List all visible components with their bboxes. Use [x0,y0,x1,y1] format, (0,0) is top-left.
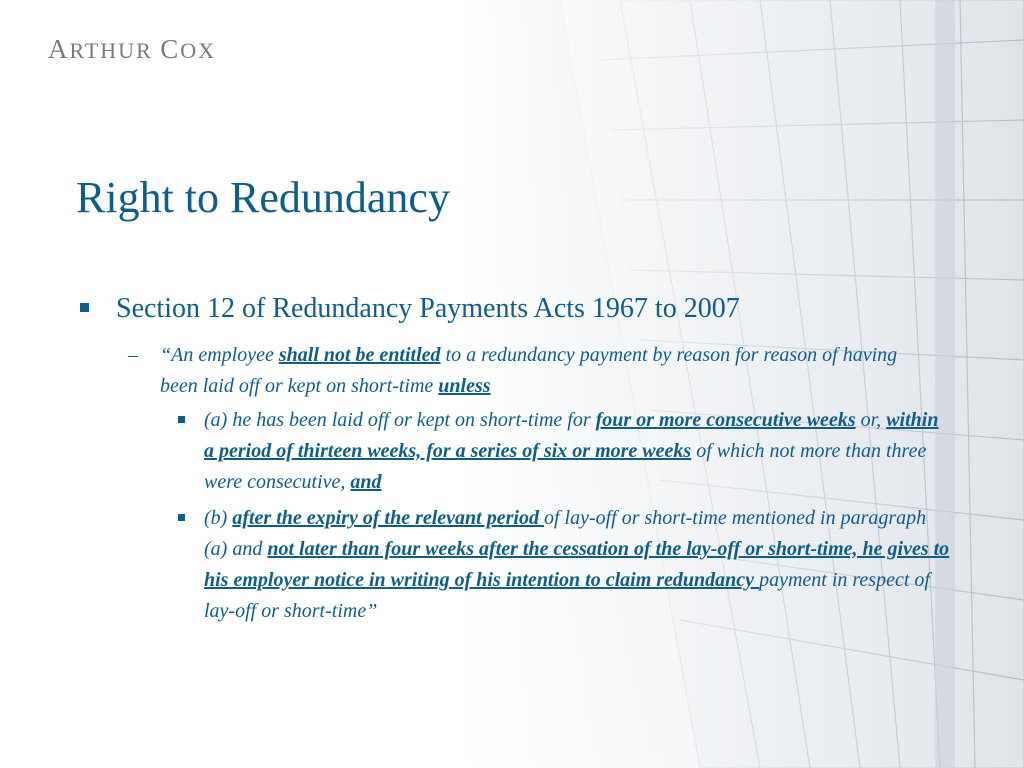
arthur-cox-logo: ARTHUR COX [48,34,217,64]
square-bullet-icon [80,303,89,312]
dash-bullet: – [128,344,138,366]
bullet-text: Section 12 of Redundancy Payments Acts 1967 to 2007 [116,293,740,324]
slide-title: Right to Redundancy [76,173,450,222]
sub-item-a-text: (a) he has been laid off or kept on short-time for four or more consecutive weeks or, within a period of thirteen weeks, for a series of six or more weeks of which not more than three were consecutive, and [204,409,939,493]
square-bullet-icon [178,514,185,521]
sub-item-b-text: (b) after the expiry of the relevant period of lay-off or short-time mentioned in paragraph (a) and not later than four weeks after the cessation of the lay-off or short-time, he gives to his employer notice in writing of his intention to claim redundancy payment in respect of lay-off or short-time” [204,507,950,622]
quote-text: “An employee shall not be entitled to a redundancy payment by reason for reason of having been laid off or kept on short-time unless [160,344,898,397]
square-bullet-icon [178,416,185,423]
